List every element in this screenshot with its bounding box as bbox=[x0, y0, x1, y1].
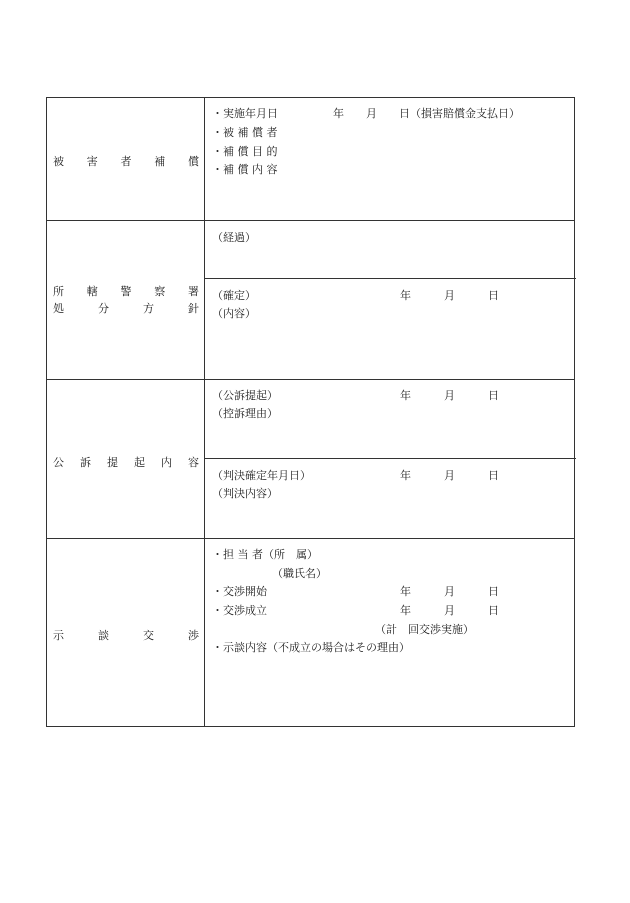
indictment-date: 年 月 日 bbox=[400, 389, 499, 402]
negotiation-success-date: 年 月 日 bbox=[400, 604, 499, 617]
compensated-person-field: ・被 補 償 者 bbox=[212, 126, 278, 139]
cell-divider bbox=[205, 458, 576, 459]
judgment-date: 年 月 日 bbox=[400, 469, 499, 482]
decision-date: 年 月 日 bbox=[400, 289, 499, 302]
report-table bbox=[46, 97, 575, 727]
judgment-date-field: （判決確定年月日） bbox=[212, 469, 311, 482]
police-station-label: 所 轄 警 察 署 bbox=[53, 285, 199, 298]
progress-field: （経過） bbox=[212, 231, 256, 244]
disposition-policy-label: 処 分 方 針 bbox=[53, 302, 199, 315]
negotiation-count-note: （計 回交渉実施） bbox=[375, 623, 474, 636]
indictment-content-label: 公 訴 提 起 内 容 bbox=[53, 456, 199, 469]
settlement-negotiation-label: 示 談 交 渉 bbox=[53, 629, 199, 642]
row-divider bbox=[47, 220, 574, 221]
decision-field: （確定） bbox=[212, 289, 256, 302]
implementation-date-field: ・実施年月日 年 月 日（損害賠償金支払日） bbox=[212, 107, 520, 120]
settlement-content-field: ・示談内容（不成立の場合はその理由） bbox=[212, 641, 410, 654]
appeal-reason-field: （控訴理由） bbox=[212, 407, 278, 420]
indictment-field: （公訴提起） bbox=[212, 389, 278, 402]
staff-affiliation-field: ・担 当 者（所 属） bbox=[212, 548, 318, 561]
row-divider bbox=[47, 538, 574, 539]
staff-name-field: （職氏名） bbox=[272, 567, 327, 580]
cell-divider bbox=[205, 278, 576, 279]
decision-content-field: （内容） bbox=[212, 307, 256, 320]
victim-compensation-label: 被 害 者 補 償 bbox=[53, 155, 199, 168]
column-divider bbox=[204, 98, 205, 726]
row-divider bbox=[47, 379, 574, 380]
negotiation-start-date: 年 月 日 bbox=[400, 585, 499, 598]
judgment-content-field: （判決内容） bbox=[212, 487, 278, 500]
negotiation-success-field: ・交渉成立 bbox=[212, 604, 267, 617]
compensation-content-field: ・補 償 内 容 bbox=[212, 163, 278, 176]
negotiation-start-field: ・交渉開始 bbox=[212, 585, 267, 598]
compensation-purpose-field: ・補 償 目 的 bbox=[212, 145, 278, 158]
